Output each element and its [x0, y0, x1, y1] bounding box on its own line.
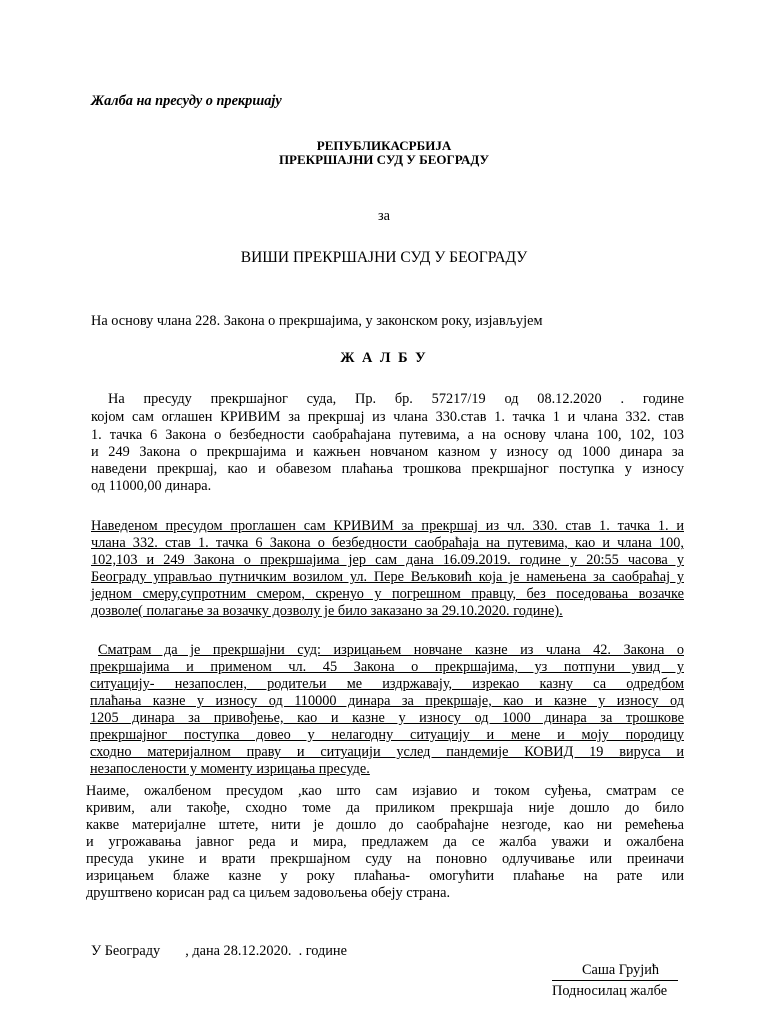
- paragraph-line: 102,103 и 249 Закона о прекршајима јер сам дана 16.09.2019. године у 20:55 часова у: [91, 552, 684, 568]
- paragraph-line: којом сам оглашен КРИВИМ за прекршај из члана 330.став 1. тачка 1 и члана 332. став: [91, 409, 684, 425]
- document-title: Ж А Л Б У: [340, 350, 428, 366]
- paragraph-line: наведени прекршај, као и обавезом плаћања трошкова прекршајног поступка у износу: [91, 461, 684, 477]
- paragraph-line: Београду управљао путничким возилом ул. Пере Вељковић која је намењена за саобраћај у: [91, 569, 684, 585]
- paragraph-line: Сматрам да је прекршајни суд: изрицањем новчане казне из члана 42. Закона о: [98, 642, 684, 658]
- paragraph-line: прекршајног поступка довео у нелагодну ситуацију и мене и моју породицу: [90, 727, 684, 743]
- paragraph-line: Наиме, ожалбеном пресудом ,као што сам изјавио и током суђења, сматрам се: [86, 783, 684, 799]
- paragraph-line: прекршајима и применом чл. 45 Закона о прекршајима, уз потпуни увид у: [90, 659, 684, 675]
- paragraph-line: изрицањем блаже казне у року плаћања- омогућити плаћање на рате или: [86, 868, 684, 884]
- paragraph-line: члана 332. став 1. тачка 6 Закона о безбедности саобраћаја на путевима, као и члана 100,: [91, 535, 684, 551]
- paragraph-line: ситуацију- незапослен, родитељи ме издржавају, изрекао казну са одредбом: [90, 676, 684, 692]
- paragraph-line: друштвено корисан рад са циљем задовољења обеју страна.: [86, 885, 451, 901]
- paragraph-line: сходно материјалном праву и ситуацији услед пандемије КОВИД 19 вируса и: [90, 744, 684, 760]
- paragraph-line: какве материјалне штете, нити је дошло до саобраћајне незгоде, као ни ремећења: [86, 817, 684, 833]
- addressee-za: за: [378, 208, 390, 224]
- addressee-line-2: ПРЕКРШАЈНИ СУД У БЕОГРАДУ: [278, 152, 490, 167]
- appellate-court-name: ВИШИ ПРЕКРШАЈНИ СУД У БЕОГРАДУ: [240, 249, 528, 266]
- paragraph-line: 1. тачка 6 Закона о безбедности саобраћајана путевима, а на основу члана 100, 102, 103: [91, 427, 684, 443]
- place-and-date: У Београду , дана 28.12.2020. . године: [91, 943, 347, 959]
- paragraph-line: 1205 динара за привођење, као и казне у износу од 1000 динара за трошкове: [90, 710, 684, 726]
- signer-role: Подносилац жалбе: [552, 983, 668, 999]
- intro-statement: На основу члана 228. Закона о прекршајима, у законском року, изјављујем: [91, 313, 543, 329]
- paragraph-line: кривим, али такође, сходно томе да приликом прекршаја није дошло до било: [86, 800, 684, 816]
- document-heading: Жалба на пресуду о прекршају: [91, 93, 282, 109]
- paragraph-line: пресуда укине и врати прекршајном суду на поновно одлучивање или преиначи: [86, 851, 684, 867]
- paragraph-line: незапослености у моменту изрицања пресуде.: [90, 761, 370, 777]
- signer-name: Саша Грујић: [582, 962, 660, 978]
- paragraph-line: дозволе( полагање за возачку дозволу је било заказано за 29.10.2020. године).: [91, 603, 563, 619]
- addressee-line-1: РЕПУБЛИКАСРБИЈА: [316, 138, 452, 153]
- paragraph-line: и 249 Закона о прекршајима и кажњен новчаном казном у износу од 1000 динара за: [91, 444, 684, 460]
- paragraph-line: Наведеном пресудом проглашен сам КРИВИМ за прекршај из чл. 330. став 1. тачка 1. и: [91, 518, 684, 534]
- paragraph-line: и угрожавања јавног реда и мира, предлажем да се жалба уважи и ожалбена: [86, 834, 684, 850]
- paragraph-line: од 11000,00 динара.: [91, 478, 212, 494]
- paragraph-line: На пресуду прекршајног суда, Пр. бр. 57217/19 од 08.12.2020 . године: [108, 391, 684, 407]
- signature-line: [552, 980, 678, 981]
- paragraph-line: плаћања казне у износу од 110000 динара за прекршаје, као и казне у износу од: [90, 693, 684, 709]
- paragraph-line: једном смеру,супротним смером, скренуо у погрешном правцу, без поседовања возачке: [91, 586, 684, 602]
